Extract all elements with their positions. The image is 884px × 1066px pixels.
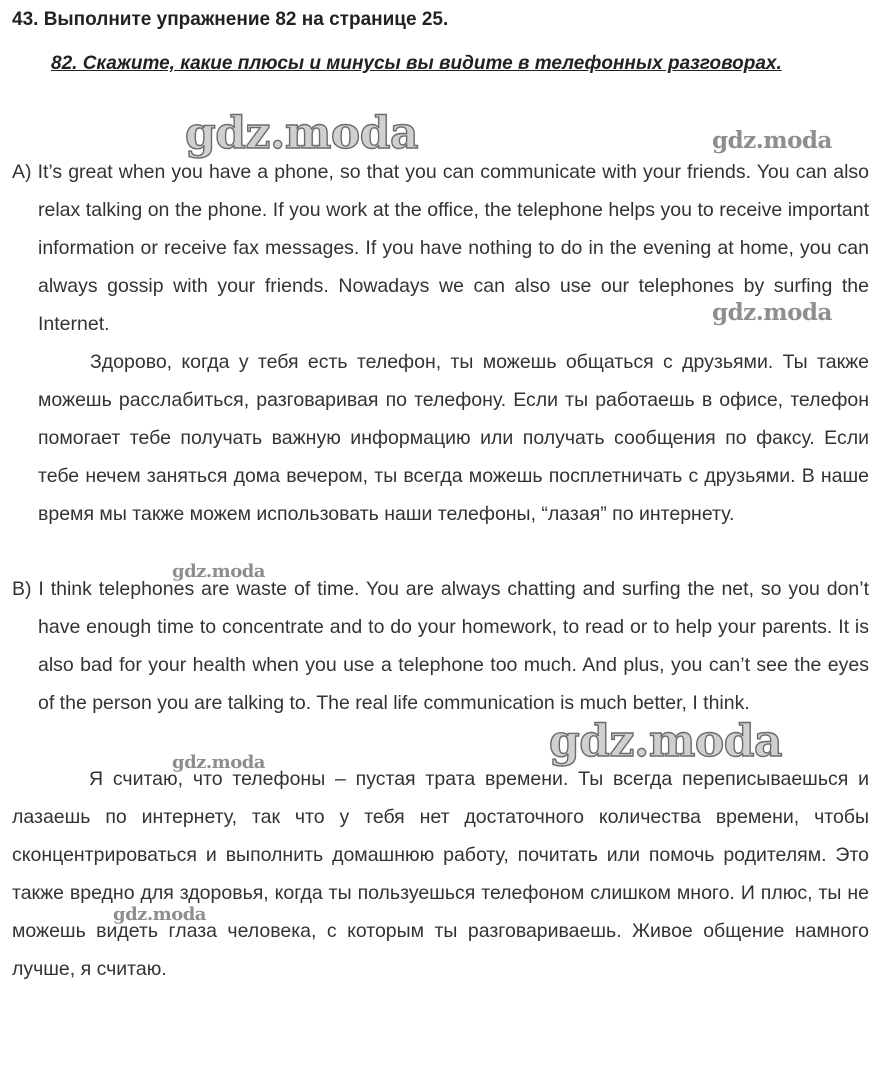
task-title: 82. Скажите, какие плюсы и минусы вы видите в телефонных разговорах.: [51, 53, 782, 74]
exercise-heading: 43. Выполните упражнение 82 на странице 25.: [12, 9, 449, 30]
paragraph-a-russian: Здорово, когда у тебя есть телефон, ты можешь общаться с друзьями. Ты также можешь расслабиться, разговаривая по телефону. Если ты работаешь в офисе, телефон помогает тебе получать важную информацию или получать сообщения по факсу. Если тебе нечем заняться дома вечером, ты всегда можешь посплетничать с друзьями. В наше время мы также можем использовать наши телефоны, “лазая” по интернету.: [38, 351, 869, 525]
watermark-logo: gdz.moda: [113, 904, 206, 925]
watermark-logo: gdz.moda: [172, 752, 265, 773]
paragraph-b-russian: Я считаю, что телефоны – пустая трата времени. Ты всегда переписываешься и лазаешь по интернету, так что у тебя нет достаточного количества времени, чтобы сконцентрироваться и выполнить домашнюю работу, почитать или помочь родителям. Это также вредно для здоровья, когда ты пользуешься телефоном слишком много. И плюс, ты не можешь видеть глаза человека, с которым ты разговариваешь. Живое общение намного лучше, я считаю.: [12, 768, 869, 980]
watermark-logo: gdz.moda: [712, 127, 832, 154]
watermark-logo: gdz.moda: [172, 561, 265, 582]
paragraph-b-english: B) I think telephones are waste of time. You are always chatting and surfing the net, so you don’t have enough time to concentrate and to do your homework, to read or to help your parents. It is also bad for your health when you use a telephone too much. And plus, you can’t see the eyes of the person you are talking to. The real life communication is much better, I think.: [12, 578, 869, 714]
paragraph-a-english: A) It’s great when you have a phone, so that you can communicate with your friends. You can also relax talking on the phone. If you work at the office, the telephone helps you to receive important information or receive fax messages. If you have nothing to do in the evening at home, you can always gossip with your friends. Nowadays we can also use our telephones by surfing the Internet.: [12, 161, 869, 335]
watermark-logo: gdz.moda: [185, 108, 419, 159]
watermark-logo: gdz.moda: [712, 299, 832, 326]
watermark-logo: gdz.moda: [549, 716, 783, 767]
